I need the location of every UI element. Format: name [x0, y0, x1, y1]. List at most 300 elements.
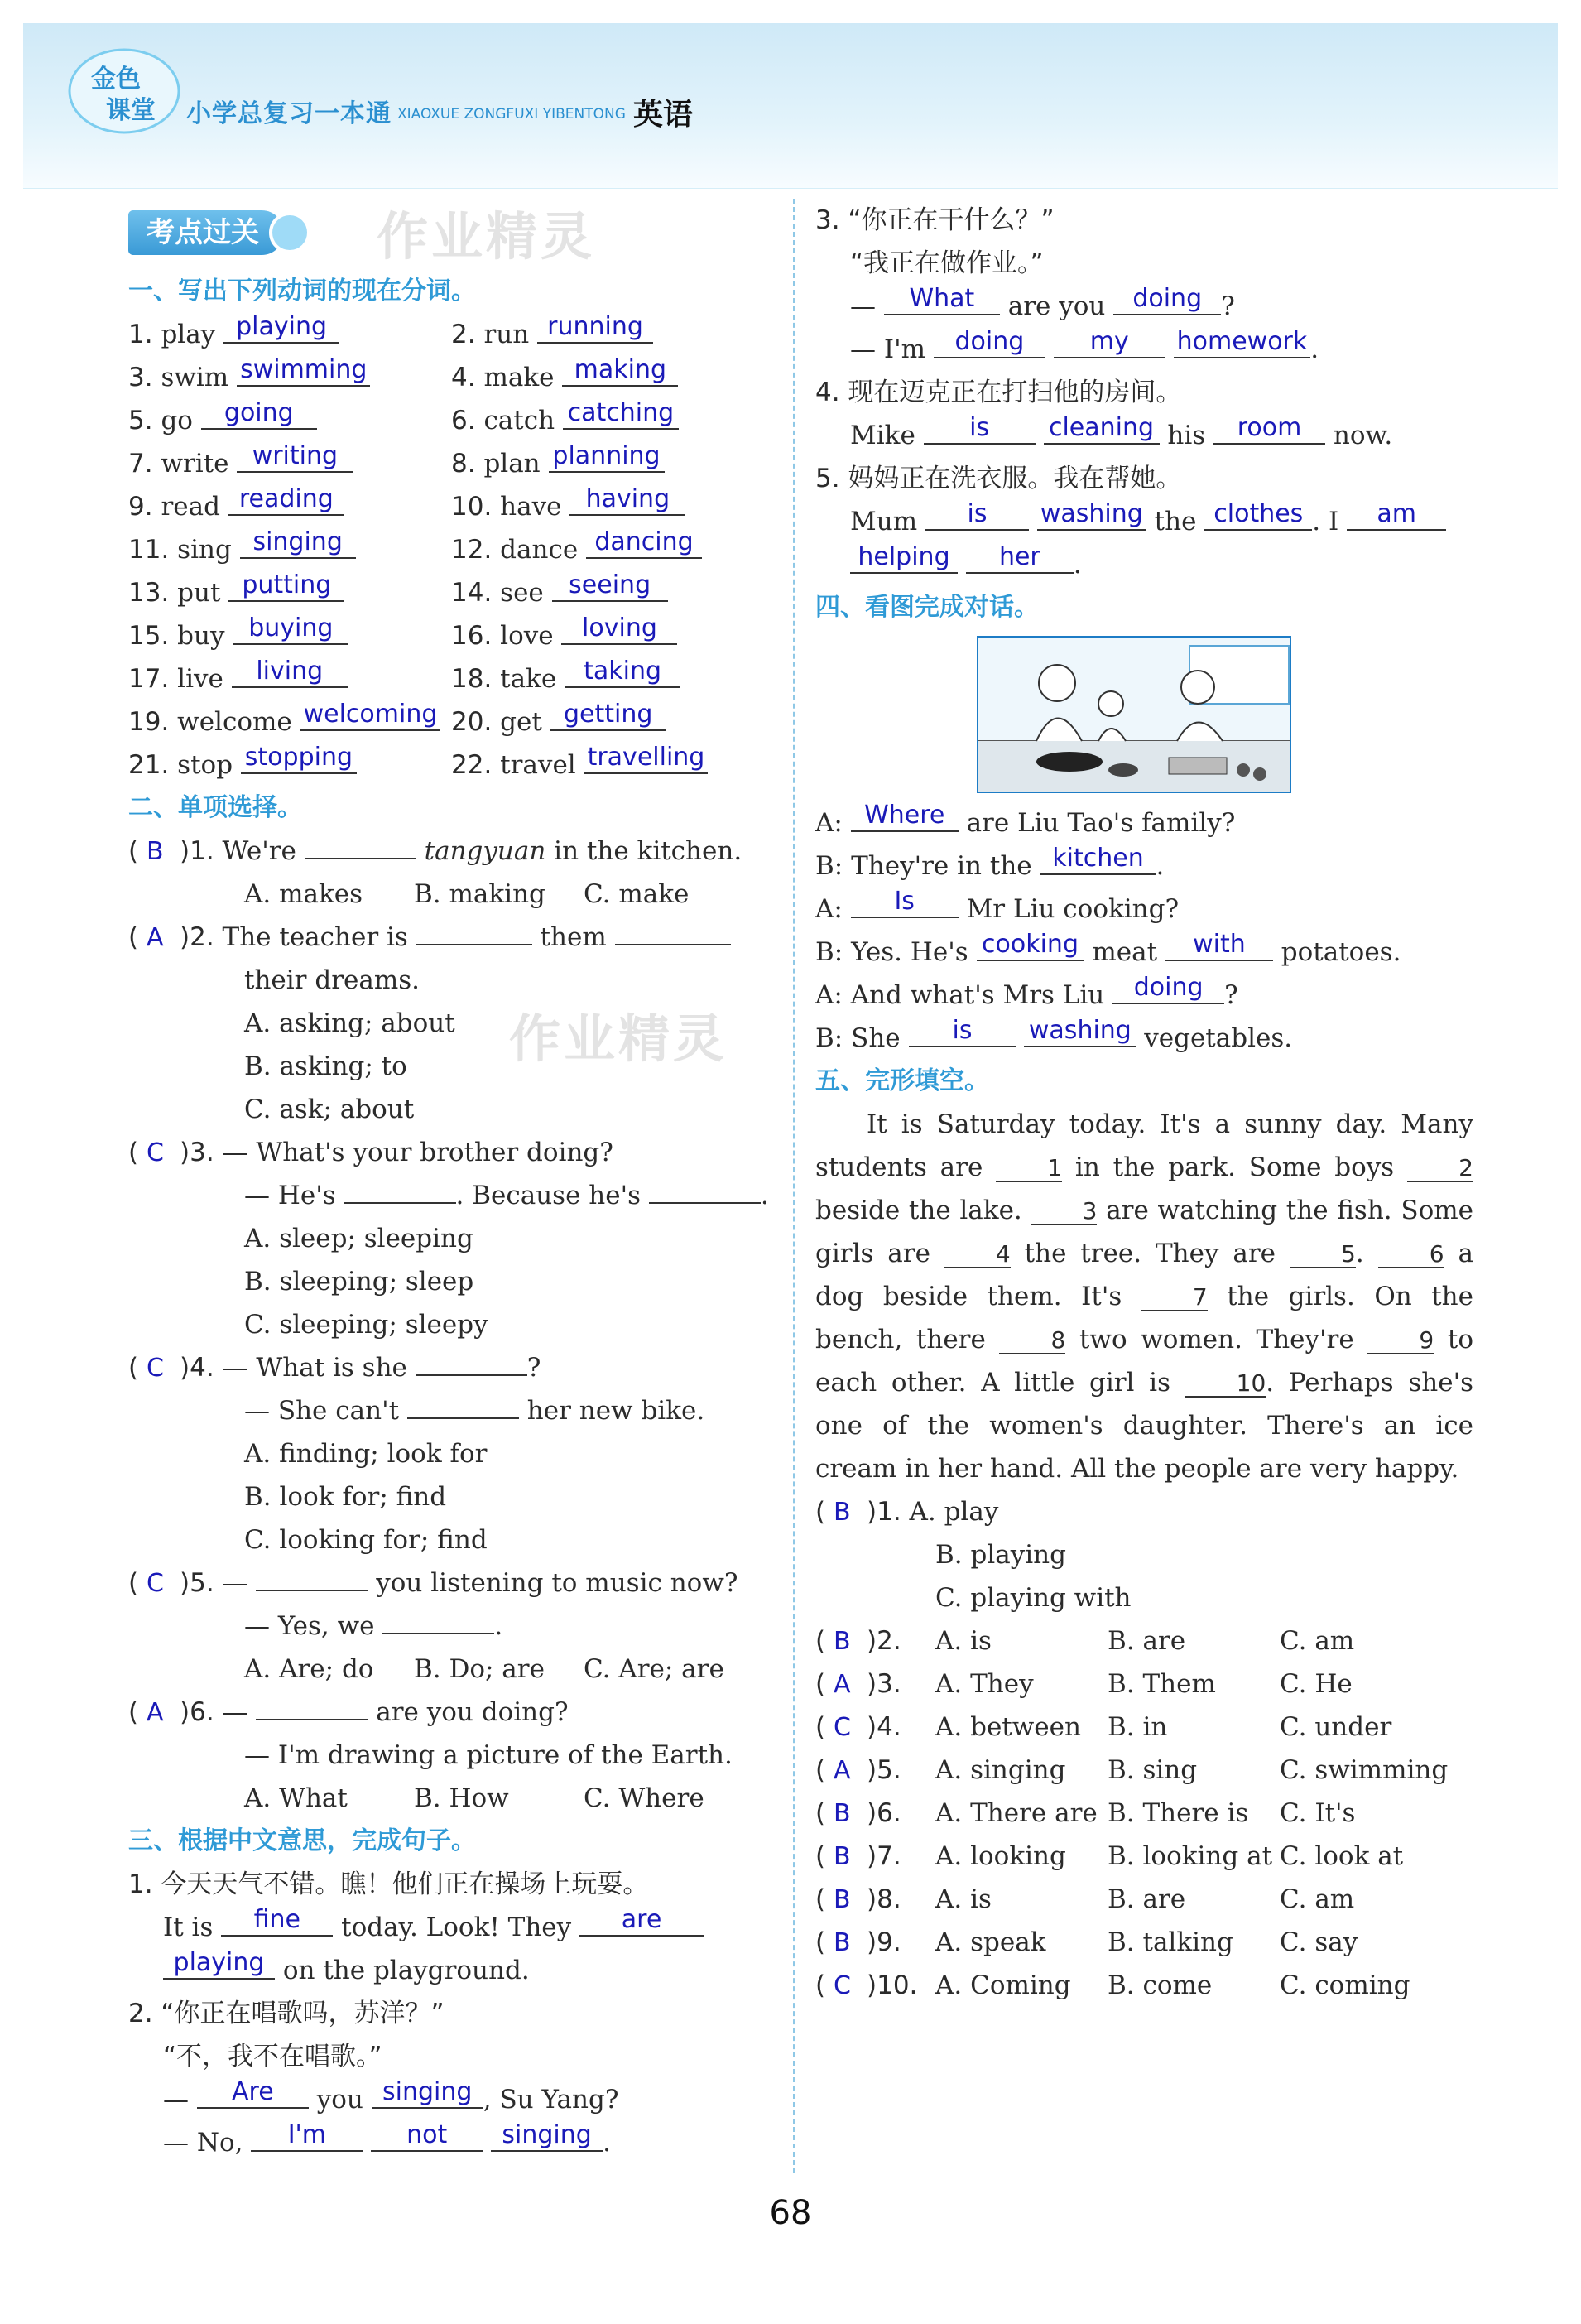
verb-item: [451, 700, 774, 743]
option-a: A. between: [935, 1712, 1081, 1742]
option-a: A. speak: [935, 1927, 1046, 1957]
answer-blank[interactable]: [344, 1179, 456, 1204]
verb-word: plan: [483, 449, 541, 479]
dialog-text: They're in the: [851, 851, 1032, 881]
question-line: [128, 1389, 774, 1432]
dialog-line: A: And what's Mrs Liu doing ?: [815, 973, 1238, 1010]
passage-text: the girls. On the bench, there: [815, 1282, 1473, 1354]
answer-fill[interactable]: seeing: [552, 570, 668, 602]
verb-row: [128, 313, 774, 356]
question-line: — He's . Because he's .: [244, 1181, 769, 1210]
verb-row: [128, 399, 774, 442]
option-b: B. asking; to: [244, 1051, 407, 1081]
question-text: tangyuan: [424, 836, 546, 866]
item-number: 11.: [128, 535, 170, 565]
item-number: 1.: [128, 320, 153, 349]
option-b: B. looking at: [1108, 1841, 1273, 1871]
subject-title: 英语: [633, 98, 694, 132]
option-c: C. playing with: [935, 1583, 1132, 1613]
sentence-text: the: [1154, 507, 1197, 536]
dialog-line: B: They're in the kitchen .: [815, 844, 1165, 881]
passage-text: .: [1355, 1239, 1378, 1268]
answer-fill[interactable]: homework: [1174, 327, 1311, 358]
question-number: )1.: [180, 836, 214, 866]
item-number: 3.: [128, 363, 153, 392]
verb-item: [451, 442, 774, 485]
answer-fill[interactable]: travelling: [584, 743, 709, 774]
verb-item: [128, 700, 451, 743]
sentence-text: now.: [1333, 421, 1393, 450]
verb-item: [128, 356, 451, 399]
answer-letter: A: [146, 1698, 164, 1727]
answer-fill[interactable]: are: [579, 1905, 704, 1937]
verb-row: [128, 485, 774, 528]
option-b: B. in: [1108, 1712, 1168, 1742]
sentence-text: his: [1167, 421, 1206, 450]
option-a: A. There are: [935, 1798, 1098, 1828]
question-text: their dreams.: [244, 965, 420, 995]
passage-text: the tree. They are: [1010, 1239, 1290, 1268]
verb-word: take: [500, 664, 557, 694]
verb-item: [451, 485, 774, 528]
option-c: C. Where: [584, 1783, 704, 1813]
answer-fill[interactable]: catching: [563, 398, 679, 430]
verb-row: [128, 528, 774, 571]
item-number: 5.: [128, 406, 153, 435]
answer-fill[interactable]: writing: [237, 441, 353, 473]
option-b: B. are: [1108, 1884, 1186, 1914]
dialog-line: [815, 801, 1473, 844]
answer-fill[interactable]: doing: [934, 327, 1045, 358]
question-number: )1.: [867, 1497, 901, 1527]
answer-fill[interactable]: is: [924, 413, 1036, 445]
verb-word: have: [500, 492, 562, 522]
option-c: C. He: [1280, 1669, 1353, 1699]
options-row: [128, 1648, 774, 1691]
option-a: A. asking; about: [244, 1008, 455, 1038]
option-a: A. Are; do: [244, 1654, 374, 1684]
kitchen-illustration: [977, 636, 1291, 793]
question-text: — I'm drawing a picture of the Earth.: [244, 1740, 733, 1770]
answer-fill[interactable]: fine: [221, 1905, 333, 1937]
mc-question: ( A )3. A. They B. Them C. He: [815, 1662, 1473, 1706]
dialog-text: Mr Liu cooking?: [966, 894, 1180, 924]
verb-item: [128, 743, 451, 787]
sentence-line: [128, 1906, 774, 1949]
answer-blank[interactable]: [256, 1696, 368, 1720]
cloze-blank[interactable]: 5: [1290, 1242, 1356, 1268]
cloze-blank[interactable]: 6: [1378, 1242, 1444, 1268]
answer-fill[interactable]: getting: [550, 700, 666, 731]
question-number: )5.: [180, 1568, 214, 1598]
sentence-line: — Are you singing , Su Yang?: [163, 2077, 619, 2115]
question-number: )4.: [867, 1712, 901, 1742]
option-b: B. Do; are: [414, 1654, 545, 1684]
passage-text: beside the lake.: [815, 1196, 1031, 1225]
chinese-prompt: 5. 妈妈正在洗衣服。我在帮她。: [815, 464, 1182, 493]
answer-fill[interactable]: singing: [372, 2077, 483, 2109]
cloze-blank[interactable]: 8: [999, 1328, 1065, 1354]
mc-question: ( B )8. A. is B. are C. am: [815, 1878, 1473, 1921]
answer-letter: B: [833, 1498, 851, 1527]
option-c: C. Are; are: [584, 1654, 724, 1684]
verb-row: [128, 571, 774, 614]
verb-item: [451, 313, 774, 356]
dialog-text: She: [851, 1023, 901, 1053]
cloze-questions: [815, 1619, 1473, 2007]
option-b: B. are: [1108, 1626, 1186, 1656]
sentence-text: , Su Yang?: [483, 2085, 619, 2115]
sentence-text: — I'm: [850, 334, 926, 364]
answer-letter: B: [833, 1842, 851, 1871]
verb-word: travel: [500, 750, 576, 780]
answer-blank[interactable]: [615, 921, 731, 945]
question-line: — Yes, we .: [244, 1611, 503, 1641]
answer-fill[interactable]: loving: [561, 613, 677, 645]
answer-fill[interactable]: Are: [197, 2077, 309, 2109]
answer-fill[interactable]: am: [1347, 499, 1446, 531]
mc-question: ( C )5. — you listening to music now?: [128, 1568, 738, 1598]
passage-text: a dog beside them. It's: [815, 1239, 1473, 1311]
verb-word: play: [161, 320, 216, 349]
question-text: you listening to music now?: [376, 1568, 738, 1598]
verb-item: [128, 442, 451, 485]
dialog-text: Yes. He's: [851, 937, 968, 967]
item-number: 16.: [451, 621, 493, 651]
answer-fill[interactable]: welcoming: [300, 700, 441, 731]
verb-item: [128, 313, 451, 356]
answer-fill[interactable]: putting: [228, 570, 344, 602]
dialog-text: meat: [1092, 937, 1158, 967]
cloze-blank[interactable]: 9: [1367, 1328, 1434, 1354]
option-c: C. under: [1280, 1712, 1392, 1742]
question-text: — What's your brother doing?: [222, 1138, 613, 1167]
option-b: B. look for; find: [244, 1482, 447, 1512]
section-3-title: 三、根据中文意思，完成句子。: [128, 1826, 476, 1855]
verb-word: stop: [177, 750, 233, 780]
speaker: A:: [815, 808, 843, 838]
verb-row: [128, 614, 774, 657]
chinese-prompt: 2. “你正在唱歌吗，苏洋？”: [128, 1999, 445, 2028]
mc-question: ( A )6. — are you doing?: [128, 1697, 569, 1727]
answer-fill[interactable]: clothes: [1204, 499, 1312, 531]
question-number: )3.: [867, 1669, 901, 1699]
answer-fill[interactable]: singing: [240, 527, 356, 559]
question-number: )2.: [180, 922, 214, 952]
answer-fill[interactable]: planning: [549, 441, 665, 473]
answer-fill[interactable]: is: [909, 1016, 1016, 1047]
passage-text: are watching the fish. Some girls are: [815, 1196, 1473, 1268]
answer-fill[interactable]: room: [1213, 413, 1325, 445]
answer-fill[interactable]: making: [562, 355, 678, 387]
dialog-line: [815, 931, 1473, 974]
item-number: 4.: [451, 363, 476, 392]
question-text: We're: [222, 836, 296, 866]
options-row: [128, 1777, 774, 1820]
question-text: . Because he's: [455, 1181, 642, 1210]
mc-question: ( A )5. A. singing B. sing C. swimming: [815, 1749, 1473, 1792]
question-text: — Yes, we: [244, 1611, 375, 1641]
item-number: 2.: [451, 320, 476, 349]
answer-fill[interactable]: taking: [565, 657, 680, 688]
mc-question: ( B )1. A. play: [815, 1497, 999, 1527]
question-number: )10.: [867, 1970, 918, 2000]
option-a: A. is: [935, 1884, 992, 1914]
verb-word: sing: [177, 535, 232, 565]
answer-fill[interactable]: my: [1054, 327, 1165, 358]
answer-fill[interactable]: reading: [228, 484, 344, 516]
answer-fill[interactable]: singing: [491, 2120, 603, 2152]
sentence-line: — What are you doing ?: [850, 284, 1235, 321]
verb-word: love: [500, 621, 554, 651]
question-text: them: [540, 922, 607, 952]
question-number: )9.: [867, 1927, 901, 1957]
verb-word: run: [483, 320, 530, 349]
logo-text-2: 课堂: [106, 96, 156, 125]
chinese-prompt: 4. 现在迈克正在打扫他的房间。: [815, 378, 1182, 407]
answer-letter: B: [833, 1799, 851, 1828]
option-a: A. looking: [935, 1841, 1066, 1871]
option-c: C. am: [1280, 1626, 1355, 1656]
question-number: )5.: [867, 1755, 901, 1785]
watermark: 作业精灵: [377, 206, 596, 267]
mc-question: ( B )7. A. looking B. looking at C. look at: [815, 1835, 1473, 1878]
cloze-blank[interactable]: 10: [1185, 1371, 1266, 1398]
sentence-line: [128, 1949, 774, 1992]
answer-fill[interactable]: having: [569, 484, 685, 516]
question-number: )7.: [867, 1841, 901, 1871]
badge-circle-icon: [269, 212, 310, 253]
verb-row: [128, 743, 774, 787]
sentence-text: It is: [163, 1913, 214, 1942]
answer-fill[interactable]: I'm: [251, 2120, 363, 2152]
answer-blank[interactable]: [416, 921, 532, 945]
option-c: C. make: [584, 879, 690, 909]
option-b: B. making: [414, 879, 545, 909]
answer-fill[interactable]: cleaning: [1044, 413, 1160, 445]
section-5-title: 五、完形填空。: [815, 1066, 989, 1095]
mc-question: ( C )10. A. Coming B. come C. coming: [815, 1964, 1473, 2007]
answer-fill[interactable]: playing: [223, 312, 339, 344]
answer-letter: C: [146, 1138, 164, 1167]
mc-question: ( C )4. — What is she ?: [128, 1353, 541, 1383]
verb-item: [128, 399, 451, 442]
verb-item: [451, 614, 774, 657]
cloze-blank[interactable]: 2: [1407, 1156, 1473, 1182]
answer-fill[interactable]: dancing: [586, 527, 702, 559]
sentence-text: today. Look! They: [341, 1913, 572, 1942]
answer-fill[interactable]: Is: [851, 887, 959, 918]
answer-fill[interactable]: buying: [233, 613, 348, 645]
cloze-blank[interactable]: 4: [944, 1242, 1011, 1268]
cloze-blank[interactable]: 3: [1031, 1199, 1097, 1225]
cloze-passage: [815, 1103, 1473, 1490]
sentence-text: you: [316, 2085, 363, 2115]
option-a: A. finding; look for: [244, 1439, 488, 1469]
verb-row: [128, 356, 774, 399]
option-a: A. singing: [935, 1755, 1066, 1785]
verb-item: [451, 356, 774, 399]
mc-question: ( B )1. We're tangyuan in the kitchen.: [128, 836, 742, 866]
item-number: 12.: [451, 535, 493, 565]
option-c: C. coming: [1280, 1970, 1410, 2000]
left-column: [128, 199, 774, 2164]
answer-letter: B: [833, 1928, 851, 1957]
option-b: B. sleeping; sleep: [244, 1267, 474, 1297]
speaker: B:: [815, 851, 843, 881]
answer-fill[interactable]: is: [925, 499, 1029, 531]
passage-text: It is Saturday today. It's a sunny day. Many students are: [815, 1109, 1473, 1182]
mc-question: ( B )9. A. speak B. talking C. say: [815, 1921, 1473, 1964]
dialog-text: And what's Mrs Liu: [850, 980, 1105, 1010]
verb-list: [128, 313, 774, 787]
speaker: B:: [815, 937, 843, 967]
option-c: C. say: [1280, 1927, 1358, 1957]
answer-fill[interactable]: with: [1165, 930, 1273, 961]
answer-letter: A: [833, 1670, 851, 1699]
verb-item: [128, 571, 451, 614]
answer-fill[interactable]: doing: [1113, 284, 1221, 315]
verb-item: [128, 657, 451, 700]
mc-question: ( B )6. A. There are B. There is C. It's: [815, 1792, 1473, 1835]
question-number: )8.: [867, 1884, 901, 1914]
verb-word: swim: [161, 363, 229, 392]
answer-fill[interactable]: going: [201, 398, 317, 430]
answer-fill[interactable]: her: [966, 542, 1074, 574]
section-badge-label: 考点过关: [147, 216, 259, 249]
answer-blank[interactable]: [305, 835, 416, 859]
answer-blank[interactable]: [407, 1394, 519, 1419]
option-c: C. swimming: [1280, 1755, 1449, 1785]
sentence-text: — No,: [163, 2128, 243, 2158]
verb-item: [451, 657, 774, 700]
answer-fill[interactable]: swimming: [237, 355, 370, 387]
option-a: A. makes: [244, 879, 363, 909]
watermark: 作业精灵: [509, 1008, 728, 1069]
section-badge: [128, 210, 284, 255]
answer-fill[interactable]: running: [537, 312, 653, 344]
answer-blank[interactable]: [256, 1566, 368, 1591]
answer-blank[interactable]: [416, 1351, 527, 1376]
verb-word: get: [500, 707, 542, 737]
kitchen-scene-image: [978, 638, 1291, 793]
sentence-line: helping her .: [815, 543, 1473, 586]
passage-text: to each other. A little girl is: [815, 1325, 1473, 1398]
sentence-line: — I'm doing my homework .: [850, 327, 1319, 364]
page-number: 68: [769, 2194, 812, 2232]
verb-word: write: [161, 449, 229, 479]
question-text: are you doing?: [376, 1697, 569, 1727]
speaker: A:: [815, 980, 843, 1010]
answer-letter: B: [833, 1627, 851, 1656]
answer-fill[interactable]: not: [371, 2120, 483, 2152]
question-text: The teacher is: [222, 922, 408, 952]
option-b: B. talking: [1108, 1927, 1233, 1957]
option-c: C. It's: [1280, 1798, 1356, 1828]
item-number: 13.: [128, 578, 170, 608]
sentence-text: are you: [1007, 291, 1106, 321]
answer-letter: C: [833, 1971, 851, 2000]
question-number: )2.: [867, 1626, 901, 1656]
question-text: in the kitchen.: [554, 836, 742, 866]
answer-fill[interactable]: Where: [851, 801, 959, 832]
item-number: 7.: [128, 449, 153, 479]
answer-fill[interactable]: What: [884, 284, 1000, 315]
verb-item: [128, 485, 451, 528]
question-number: )4.: [180, 1353, 214, 1383]
cloze-blank[interactable]: 7: [1141, 1285, 1208, 1311]
answer-fill[interactable]: washing: [1037, 499, 1146, 531]
dialog-text: are Liu Tao's family?: [966, 808, 1236, 838]
answer-blank[interactable]: [382, 1609, 494, 1634]
answer-fill[interactable]: stopping: [241, 743, 357, 774]
verb-word: dance: [500, 535, 579, 565]
section-4-title: 四、看图完成对话。: [815, 593, 1039, 622]
series-title: 小学总复习一本通: [186, 99, 392, 128]
answer-fill[interactable]: cooking: [977, 930, 1084, 961]
option-c: C. looking for; find: [244, 1525, 488, 1555]
dialog-text: potatoes.: [1281, 937, 1401, 967]
item-number: 19.: [128, 707, 170, 737]
answer-fill[interactable]: playing: [163, 1948, 275, 1980]
answer-blank[interactable]: [649, 1179, 761, 1204]
option-a: A. Coming: [935, 1970, 1071, 2000]
item-number: 21.: [128, 750, 170, 780]
answer-fill[interactable]: washing: [1024, 1016, 1136, 1047]
option-b: B. playing: [935, 1540, 1066, 1570]
brand-logo: [66, 46, 182, 137]
option-c: C. ask; about: [244, 1095, 415, 1124]
item-number: 14.: [451, 578, 493, 608]
option-b: B. There is: [1108, 1798, 1249, 1828]
mc-question: ( A )2. The teacher is them: [128, 916, 774, 959]
sentence-text: Mike: [850, 421, 915, 450]
option-a: A. sleep; sleeping: [244, 1224, 473, 1253]
mc-question: ( B )2. A. is B. are C. am: [815, 1619, 1473, 1662]
verb-word: buy: [177, 621, 225, 651]
answer-letter: C: [146, 1354, 164, 1383]
passage-text: in the park. Some boys: [1062, 1152, 1407, 1182]
chinese-prompt: 3. “你正在干什么？”: [815, 205, 1055, 235]
verb-item: [128, 528, 451, 571]
item-number: 18.: [451, 664, 493, 694]
verb-item: [128, 614, 451, 657]
verb-row: [128, 657, 774, 700]
question-text: her new bike.: [526, 1396, 705, 1426]
answer-letter: C: [833, 1713, 851, 1742]
verb-word: catch: [483, 406, 555, 435]
options-row: [128, 873, 774, 916]
section-2-title: 二、单项选择。: [128, 793, 302, 822]
answer-fill[interactable]: kitchen: [1040, 844, 1156, 875]
item-number: 17.: [128, 664, 170, 694]
logo-text-1: 金色: [91, 65, 141, 94]
mc-question: ( C )4. A. between B. in C. under: [815, 1706, 1473, 1749]
cloze-blank[interactable]: 1: [996, 1156, 1062, 1182]
verb-word: put: [177, 578, 221, 608]
option-b: B. Them: [1108, 1669, 1216, 1699]
verb-word: see: [500, 578, 544, 608]
item-number: 9.: [128, 492, 153, 522]
chinese-prompt: 1. 今天天气不错。瞧！他们正在操场上玩耍。: [128, 1869, 649, 1899]
sentence-line: [815, 414, 1473, 457]
answer-fill[interactable]: doing: [1112, 973, 1224, 1004]
answer-fill[interactable]: living: [232, 657, 348, 688]
sentence-text: on the playground.: [282, 1956, 530, 1985]
verb-item: [451, 571, 774, 614]
option-c: C. look at: [1280, 1841, 1404, 1871]
answer-fill[interactable]: helping: [850, 542, 958, 574]
